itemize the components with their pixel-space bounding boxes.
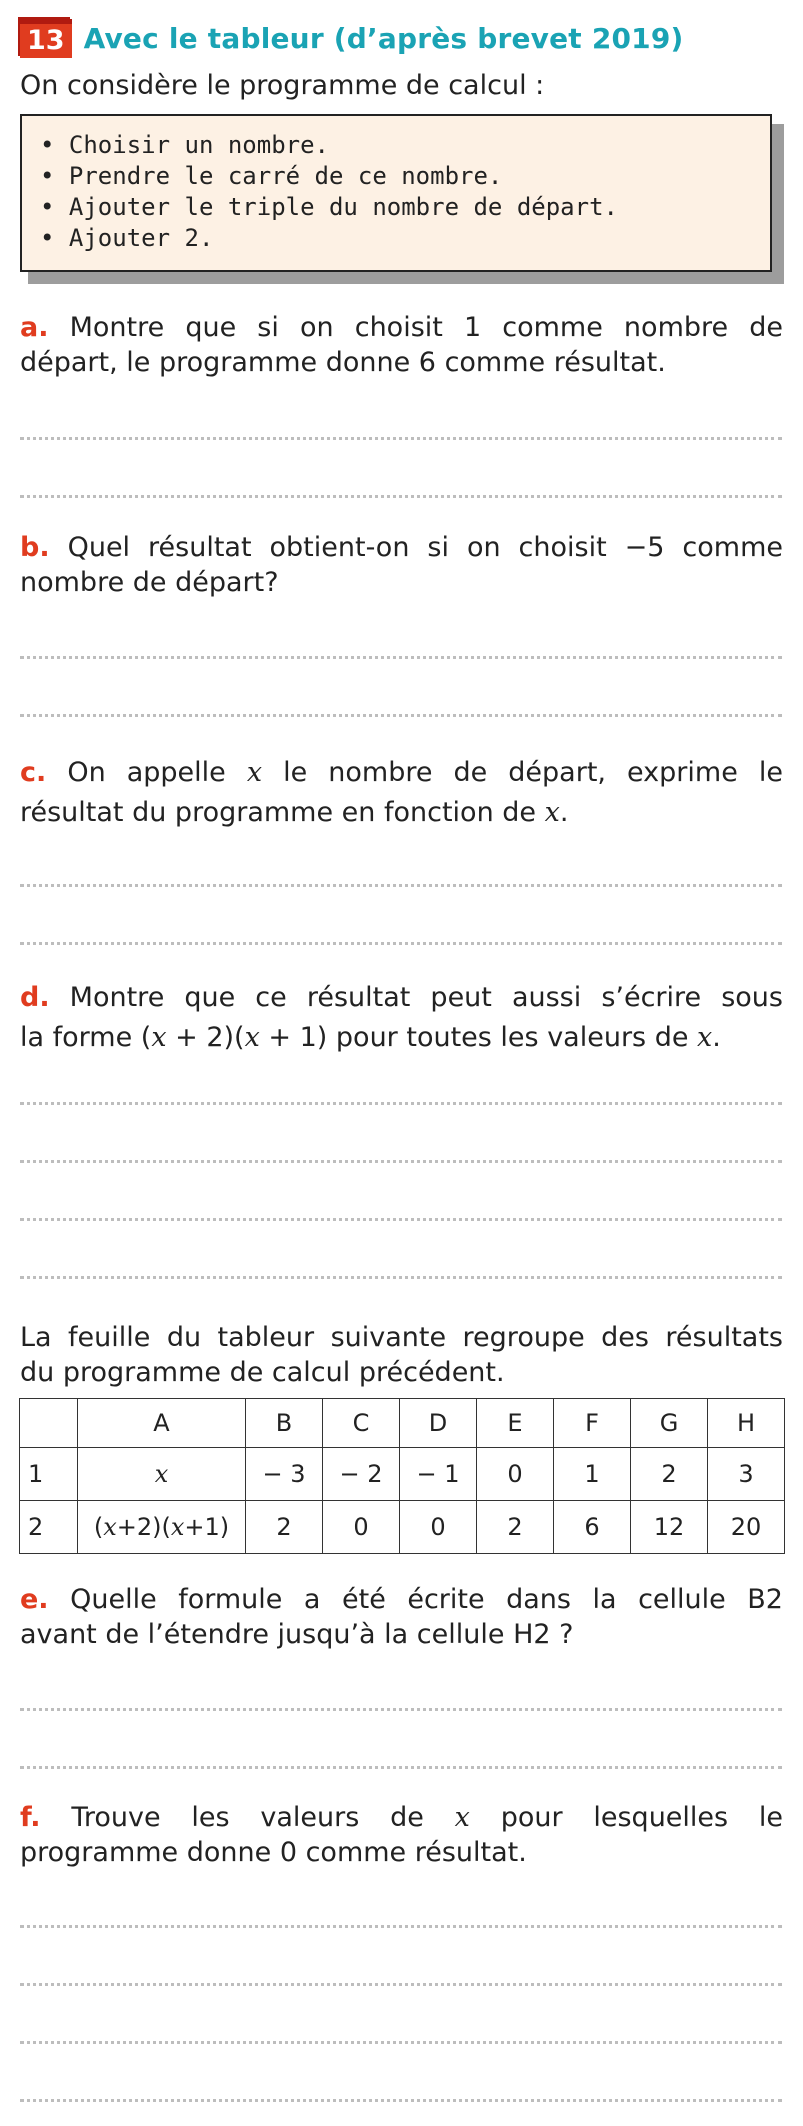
answer-line[interactable] xyxy=(20,495,782,498)
exercise-header xyxy=(20,18,684,58)
answer-line[interactable] xyxy=(20,1925,782,1928)
row-header: 1 xyxy=(20,1448,78,1501)
answer-line[interactable] xyxy=(20,884,782,887)
table-cell: 20 xyxy=(708,1501,785,1554)
question-d-line2: la forme (x + 2)(x + 1) pour toutes les valeurs de x. xyxy=(20,1022,721,1053)
answer-line[interactable] xyxy=(20,656,782,659)
table-cell: − 3 xyxy=(246,1448,323,1501)
question-letter: a. xyxy=(20,312,49,343)
table-cell: 2 xyxy=(631,1448,708,1501)
answer-line[interactable] xyxy=(20,1218,782,1221)
question-letter: b. xyxy=(20,532,50,563)
table-cell: 0 xyxy=(323,1501,400,1554)
table-cell: 2 xyxy=(477,1501,554,1554)
table-cell: − 1 xyxy=(400,1448,477,1501)
answer-line[interactable] xyxy=(20,1102,782,1105)
question-letter: c. xyxy=(20,757,47,788)
question-a-line2: départ, le programme donne 6 comme résultat. xyxy=(20,347,666,378)
question-c xyxy=(20,753,783,833)
table-row xyxy=(20,1501,785,1554)
answer-line[interactable] xyxy=(20,1766,782,1769)
question-letter: d. xyxy=(20,982,50,1013)
question-c-line1: c. On appelle x le nombre de départ, exprime le xyxy=(20,757,783,788)
table-cell: (x+2)(x+1) xyxy=(78,1501,246,1554)
row-header: 2 xyxy=(20,1501,78,1554)
column-header: E xyxy=(477,1399,554,1448)
question-f-line2: programme donne 0 comme résultat. xyxy=(20,1837,527,1868)
column-header: D xyxy=(400,1399,477,1448)
question-e-line2: avant de l’étendre jusqu’à la cellule H2 ? xyxy=(20,1619,574,1650)
table-cell: 6 xyxy=(554,1501,631,1554)
question-e-line1: e. Quelle formule a été écrite dans la cellule B2 xyxy=(20,1584,783,1615)
question-f xyxy=(20,1800,783,1870)
question-b xyxy=(20,530,783,600)
question-a xyxy=(20,310,783,380)
program-step: • Ajouter le triple du nombre de départ. xyxy=(40,193,618,221)
column-header: A xyxy=(78,1399,246,1448)
question-c-line2: résultat du programme en fonction de x. xyxy=(20,797,569,828)
column-header: C xyxy=(323,1399,400,1448)
answer-line[interactable] xyxy=(20,2041,782,2044)
answer-line[interactable] xyxy=(20,1983,782,1986)
table-cell: 0 xyxy=(400,1501,477,1554)
table-cell: 0 xyxy=(477,1448,554,1501)
column-header: H xyxy=(708,1399,785,1448)
table-cell: − 2 xyxy=(323,1448,400,1501)
program-step: • Prendre le carré de ce nombre. xyxy=(40,162,503,190)
question-f-line1: f. Trouve les valeurs de x pour lesquelles le xyxy=(20,1802,784,1833)
answer-line[interactable] xyxy=(20,1708,782,1711)
question-b-line2: nombre de départ? xyxy=(20,567,279,598)
table-cell xyxy=(20,1399,78,1448)
question-letter: f. xyxy=(20,1802,41,1833)
intro-text: On considère le programme de calcul : xyxy=(20,70,545,101)
exercise-title: Avec le tableur (d’après brevet 2019) xyxy=(83,21,684,55)
answer-line[interactable] xyxy=(20,437,782,440)
answer-line[interactable] xyxy=(20,942,782,945)
column-header: G xyxy=(631,1399,708,1448)
question-d-line1: d. Montre que ce résultat peut aussi s’écrire sous xyxy=(20,982,783,1013)
table-row xyxy=(20,1399,785,1448)
exercise-number-badge: 13 xyxy=(20,19,72,58)
question-d xyxy=(20,978,783,1058)
column-header: B xyxy=(246,1399,323,1448)
table-cell: 12 xyxy=(631,1501,708,1554)
question-e xyxy=(20,1582,783,1652)
answer-line[interactable] xyxy=(20,1160,782,1163)
spreadsheet-table xyxy=(19,1398,785,1554)
table-cell: x xyxy=(78,1448,246,1501)
question-b-line1: b. Quel résultat obtient-on si on choisit −5 comme xyxy=(20,532,783,563)
question-letter: e. xyxy=(20,1584,49,1615)
column-header: F xyxy=(554,1399,631,1448)
answer-line[interactable] xyxy=(20,2099,782,2102)
table-row xyxy=(20,1448,785,1501)
program-box xyxy=(20,114,772,272)
answer-line[interactable] xyxy=(20,714,782,717)
answer-line[interactable] xyxy=(20,1276,782,1279)
program-step: • Ajouter 2. xyxy=(40,224,214,252)
sheet-intro-line2: du programme de calcul précédent. xyxy=(20,1357,505,1388)
program-step: • Choisir un nombre. xyxy=(40,131,329,159)
table-cell: 3 xyxy=(708,1448,785,1501)
table-cell: 2 xyxy=(246,1501,323,1554)
sheet-intro-line1: La feuille du tableur suivante regroupe des résultats xyxy=(20,1322,783,1353)
question-a-line1: a. Montre que si on choisit 1 comme nombre de xyxy=(20,312,783,343)
sheet-intro xyxy=(20,1320,783,1390)
table-cell: 1 xyxy=(554,1448,631,1501)
